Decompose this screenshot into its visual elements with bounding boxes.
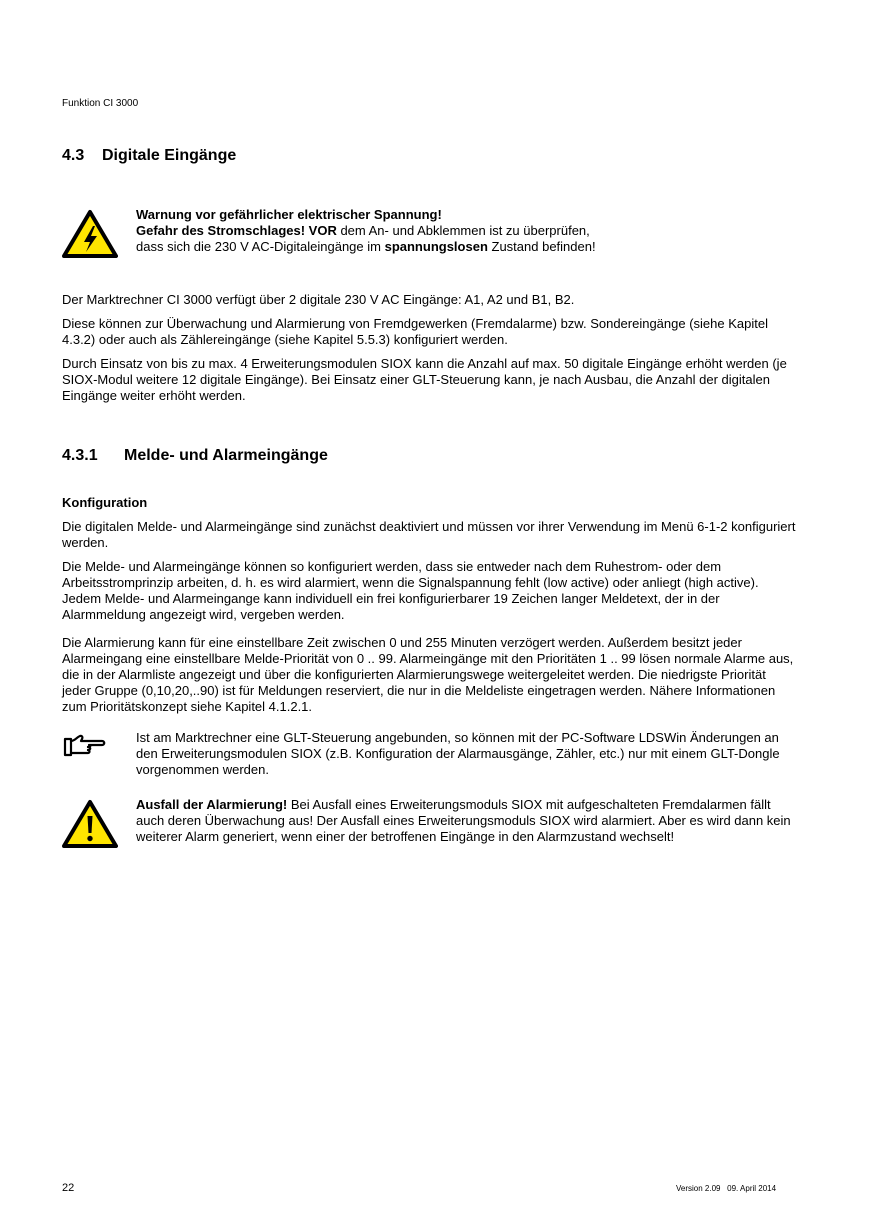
section-heading [62, 147, 236, 165]
subsection-number: 4.3.1 [62, 447, 98, 464]
voltage-warning-line3-bold: spannungslosen [384, 239, 488, 254]
voltage-warning-line3-pre: dass sich die 230 V AC-Digitaleingänge im [136, 239, 385, 254]
intro-paragraph-3: Durch Einsatz von bis zu max. 4 Erweiterungsmodulen SIOX kann die Anzahl auf max. 50 digitale Eingänge erhöht werden (je SIOX-Modul weitere 12 digitale Eingänge). Bei Einsatz einer GLT-Steuerung kann, je nach Ausbau, die Anzahl der digitalen Eingänge weiter erhöht werden. [62, 356, 787, 403]
high-voltage-warning-icon [62, 209, 118, 264]
voltage-warning-text: dem An- und Abklemmen ist zu überprüfen, [336, 223, 590, 238]
page-number: 22 [62, 1182, 75, 1194]
version-info: Version 2.09 09. April 2014 [676, 1184, 777, 1193]
intro-paragraph-2: Diese können zur Überwachung und Alarmierung von Fremdgewerken (Fremdalarme) bzw. Sondereingänge (siehe Kapitel 4.3.2) oder auch als Zählereingänge (siehe Kapitel 5.5.3) konfiguriert werden. [62, 316, 768, 347]
alarm-warning-block [136, 797, 796, 845]
intro-paragraph-1: Der Marktrechner CI 3000 verfügt über 2 digitale 230 V AC Eingänge: A1, A2 und B1, B2. [62, 292, 575, 307]
section-number: 4.3 [62, 147, 85, 164]
voltage-warning-line3-post: Zustand befinden! [487, 239, 596, 254]
alarm-warning-bold: Ausfall der Alarmierung! [136, 797, 288, 812]
subsection-heading [62, 447, 328, 465]
voltage-warning-block [136, 207, 796, 255]
konfiguration-heading: Konfiguration [62, 495, 148, 510]
subsection-title: Melde- und Alarmeingänge [124, 447, 328, 464]
pointing-hand-icon [62, 733, 108, 764]
hand-note-text: Ist am Marktrechner eine GLT-Steuerung angebunden, so können mit der PC-Software LDSWin Änderungen an den Erweiterungsmodulen SIOX (z.B. Konfiguration der Alarmausgänge, Zähler, etc.) nur mit einem GLT-Dongle vorgenommen werden. [136, 730, 780, 777]
konfiguration-paragraph-3: Die Alarmierung kann für eine einstellbare Zeit zwischen 0 und 255 Minuten verzögert werden. Außerdem besitzt jeder Alarmeingang eine einstellbare Melde-Priorität von 0 .. 99. Alarmeingänge mit den Prioritäten 1 .. 99 lösen normale Alarme aus, die in der Alarmliste angezeigt und über die konfigurierten Alarmierungswege weitergeleitet werden. Die niedrigste Priorität jeder Gruppe (0,10,20,..90) ist für Meldungen reserviert, die nur in die Meldeliste eingetragen werden. Nähere Informationen zum Prioritätskonzept siehe Kapitel 4.1.2.1. [62, 635, 794, 714]
konfiguration-paragraph-1: Die digitalen Melde- und Alarmeingänge sind zunächst deaktiviert und müssen vor ihrer Verwendung im Menü 6-1-2 konfiguriert werden. [62, 519, 796, 550]
section-title: Digitale Eingänge [102, 147, 237, 164]
voltage-warning-bold: Gefahr des Stromschlages! VOR [136, 223, 337, 238]
voltage-warning-title: Warnung vor gefährlicher elektrischer Spannung! [136, 207, 442, 222]
exclamation-warning-icon [62, 799, 118, 854]
konfiguration-paragraph-2: Die Melde- und Alarmeingänge können so konfiguriert werden, dass sie entweder nach dem Ruhestrom- oder dem Arbeitsstromprinzip arbeiten, d. h. es wird alarmiert, wenn die Signalspannung fehlt (low active) oder anliegt (high active). Jedem Melde- und Alarmeingange kann individuell ein frei konfigurierbarer 19 Zeichen langer Meldetext, der in der Alarmmeldung angezeigt wird, vergeben werden. [62, 559, 759, 622]
running-header: Funktion CI 3000 [62, 98, 139, 109]
alarm-warning-text: Bei Ausfall eines Erweiterungsmoduls SIOX mit aufgeschalteten Fremdalarmen fällt auch deren Überwachung aus! Der Ausfall eines Erweiterungsmoduls SIOX wird alarmiert. Aber es wird dann kein weiterer Alarm generiert, wenn einer der betroffenen Eingänge in den Alarmzustand wechselt! [136, 797, 791, 844]
